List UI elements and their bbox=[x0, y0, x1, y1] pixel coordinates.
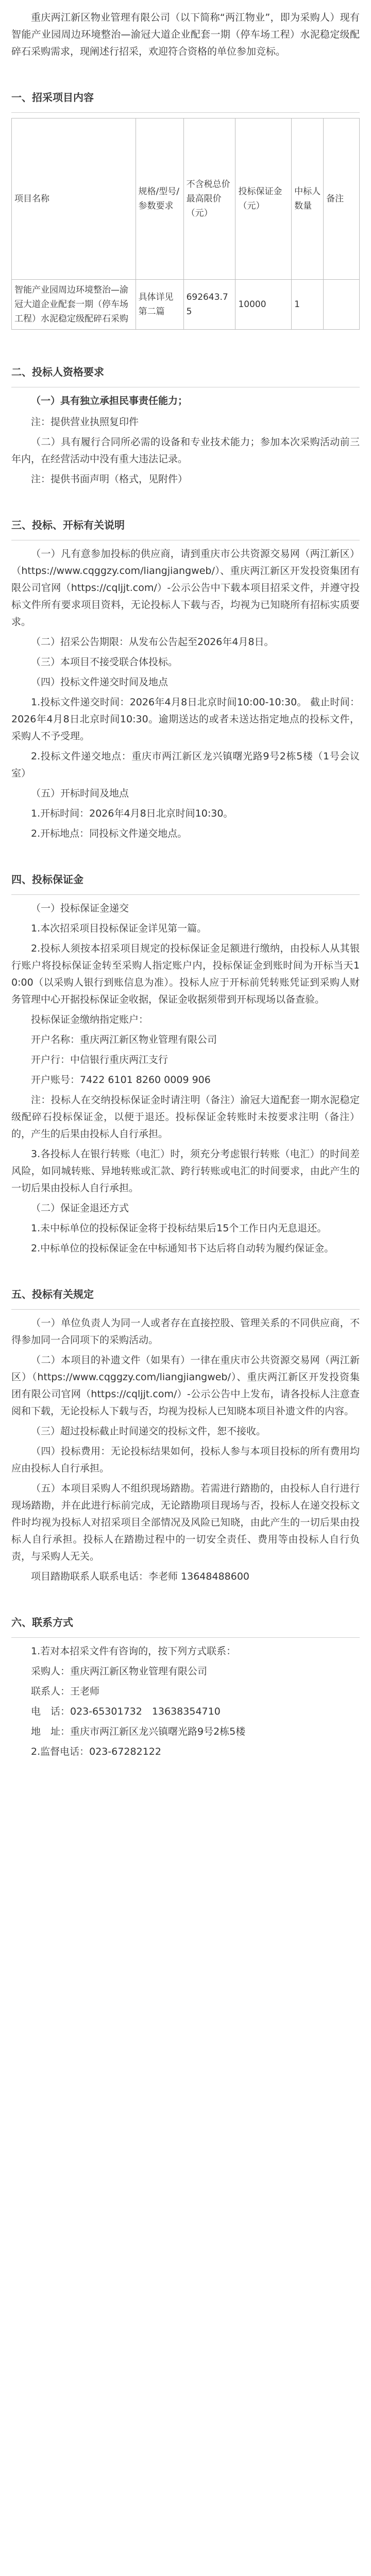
table-cell-spec: 具体详见第二篇 bbox=[136, 280, 183, 330]
requirement-2: （二）具有履行合同所必需的设备和专业技术能力；参加本次采购活动前三年内，在经营活动中没有重大违法记录。 bbox=[11, 436, 360, 465]
section-2-title: 二、投标人资格要求 bbox=[11, 366, 104, 378]
section-5-title: 五、投标有关规定 bbox=[11, 1288, 94, 1300]
submission-heading: （四）投标文件递交时间及地点 bbox=[31, 676, 168, 688]
table-header-row bbox=[12, 118, 360, 280]
table-header-cell: 不含税总价最高限价（元） bbox=[183, 118, 235, 280]
table-header-cell: 投标保证金（元） bbox=[235, 118, 292, 280]
download-paragraph: （一）凡有意参加投标的供应商，请到重庆市公共资源交易网（两江新区）（https://www.cqggzy.com/liangjiangweb/）、重庆两江新区开发投资集团有限公司官网（https://cqljjt.com/）-公示公告中下载本项目招采文件，并遵守投标文件所有要求项目资料，无论投标人下载与否，均视为已知晓所有招标实质要求。 bbox=[11, 548, 360, 628]
table-cell-remark bbox=[324, 280, 360, 330]
rule-3: （三）超过投标截止时间递交的投标文件，恕不接收。 bbox=[31, 1426, 266, 1437]
contact-buyer: 采购人：重庆两江新区物业管理有限公司 bbox=[31, 1666, 208, 1677]
no-consortium: （三）本项目不接受联合体投标。 bbox=[31, 656, 178, 668]
table-header-cell: 项目名称 bbox=[12, 118, 136, 280]
section-4-title: 四、投标保证金 bbox=[11, 873, 83, 886]
refund-heading: （二）保证金退还方式 bbox=[31, 1202, 129, 1214]
account-name: 开户名称：重庆两江新区物业管理有限公司 bbox=[31, 1034, 217, 1045]
rule-4: （四）投标费用：无论投标结果如何，投标人参与本项目投标的所有费用均应由投标人自行承担。 bbox=[11, 1446, 360, 1474]
deposit-transfer-risk: 3.各投标人在银行转账（电汇）时，须充分考虑银行转账（电汇）的时间差风险，如同城转账、异地转账或汇款、跨行转账或电汇的时间要求，由此产生的一切后果由投标人自行承担。 bbox=[11, 1148, 360, 1194]
site-contact: 项目踏勘联系人联系电话：李老师 13648488600 bbox=[31, 1571, 250, 1582]
table-header-cell: 中标人数量 bbox=[292, 118, 324, 280]
opening-heading: （五）开标时间及地点 bbox=[31, 788, 129, 799]
refund-rule-1: 1.未中标单位的投标保证金将于投标结果后15个工作日内无息退还。 bbox=[31, 1223, 327, 1234]
account-bank: 开户行：中信银行重庆两江支行 bbox=[31, 1054, 168, 1065]
divider bbox=[11, 1309, 360, 1310]
notice-period: （二）招采公告期限：从发布公告起至2026年4月8日。 bbox=[31, 636, 274, 648]
contact-intro: 1.若对本招采文件有咨询的，按下列方式联系： bbox=[31, 1646, 237, 1657]
table-row bbox=[12, 280, 360, 330]
rule-2: （二）本项目的补遗文件（如果有）一律在重庆市公共资源交易网（两江新区）（https://www.cqggzy.com/liangjiangweb/）、重庆两江新区开发投资集团有限公司官网（https://cqljjt.com/）-公示公告中上发布，请各投标人注意查阅和下载，无论投标人下载与否，均视为投标人已知晓本项目补遗文件的内容。 bbox=[11, 1354, 360, 1417]
rule-1: （一）单位负责人为同一人或者存在直接控股、管理关系的不同供应商，不得参加同一合同项下的采购活动。 bbox=[11, 1317, 360, 1346]
table-cell-max-price: 692643.75 bbox=[183, 280, 235, 330]
table-header-cell: 备注 bbox=[324, 118, 360, 280]
requirement-2-note: 注：提供书面声明（格式，见附件） bbox=[31, 473, 188, 485]
deposit-amount-note: 1.本次招采项目投标保证金详见第一篇。 bbox=[31, 923, 207, 934]
submission-time: 1.投标文件递交时间：2026年4月8日北京时间10:00-10:30。 截止时间：2026年4月8日北京时间10:30。逾期送达的或者未送达指定地点的投标文件，采购人不予受理。 bbox=[11, 697, 360, 742]
deposit-heading: （一）投标保证金递交 bbox=[31, 903, 129, 914]
section-3-title: 三、投标、开标有关说明 bbox=[11, 519, 125, 531]
refund-rule-2: 2.中标单位的投标保证金在中标通知书下达后将自动转为履约保证金。 bbox=[31, 1243, 334, 1254]
table-header-cell: 规格/型号/参数要求 bbox=[136, 118, 183, 280]
section-6-title: 六、联系方式 bbox=[11, 1616, 73, 1629]
divider bbox=[11, 112, 360, 113]
table-cell-deposit: 10000 bbox=[235, 280, 292, 330]
contact-person: 联系人：王老师 bbox=[31, 1686, 100, 1697]
submission-place: 2.投标文件递交地点：重庆市两江新区龙兴镇曙光路9号2栋5楼（1号会议室） bbox=[11, 751, 360, 779]
table-cell-project-name: 智能产业园周边环境整治—渝冠大道企业配套一期（停车场工程）水泥稳定级配碎石采购 bbox=[12, 280, 136, 330]
contact-address: 地 址：重庆市两江新区龙兴镇曙光路9号2栋5楼 bbox=[31, 1726, 246, 1737]
deposit-remark-note: 注：投标人在交纳投标保证金时请注明（备注）渝冠大道配套一期水泥稳定级配碎石投标保证金，以便于退还。投标保证金转账时未按要求注明（备注）的，产生的后果由投标人自行承担。 bbox=[11, 1094, 360, 1140]
deposit-payment-rule: 2.投标人须按本招采项目规定的投标保证金足额进行缴纳，由投标人从其银行账户将投标保证金转至采购人指定账户内，投标保证金到账时间为开标当天10:00（以采购人银行到账信息为准）。投标人应于开标前凭转账凭证到采购人财务管理中心开据投标保证金收据，保证金收据须带到开标现场以备查验。 bbox=[11, 943, 360, 1005]
account-number: 开户账号：7422 6101 8260 0009 906 bbox=[31, 1074, 211, 1086]
opening-place: 2.开标地点：同投标文件递交地点。 bbox=[31, 828, 188, 839]
deposit-account-heading: 投标保证金缴纳指定账户： bbox=[31, 1014, 149, 1025]
divider bbox=[11, 1637, 360, 1638]
items-table bbox=[11, 118, 360, 330]
rule-5: （五）本项目采购人不组织现场踏勘。若需进行踏勘的，由投标人自行进行现场踏勘，并在此进行标前完成，无论踏勘项目现场与否，投标人在递交投标文件时均视为投标人对招采项目全部情况及风险已知晓，由此产生的一切后果由投标人自行承担。投标人在踏勘过程中的一切安全责任、费用等由投标人自行负责，与采购人无关。 bbox=[11, 1483, 360, 1562]
requirement-1-note: 注：提供营业执照复印件 bbox=[31, 416, 139, 428]
section-1-title: 一、招采项目内容 bbox=[11, 91, 94, 104]
table-cell-winner-count: 1 bbox=[292, 280, 324, 330]
divider bbox=[11, 894, 360, 895]
opening-time: 1.开标时间：2026年4月8日北京时间10:30。 bbox=[31, 808, 233, 819]
contact-phone: 电 话：023-65301732 13638354710 bbox=[31, 1706, 221, 1717]
intro-paragraph: 重庆两江新区物业管理有限公司（以下简称“两江物业”，即为采购人）现有智能产业园周边环境整治—渝冠大道企业配套一期（停车场工程）水泥稳定级配碎石采购需求，现阐述行招采，欢迎符合资格的单位参加竞标。 bbox=[11, 12, 360, 57]
supervision-phone: 2.监督电话：023-67282122 bbox=[31, 1746, 161, 1757]
requirement-1: （一）具有独立承担民事责任能力； bbox=[31, 395, 188, 406]
